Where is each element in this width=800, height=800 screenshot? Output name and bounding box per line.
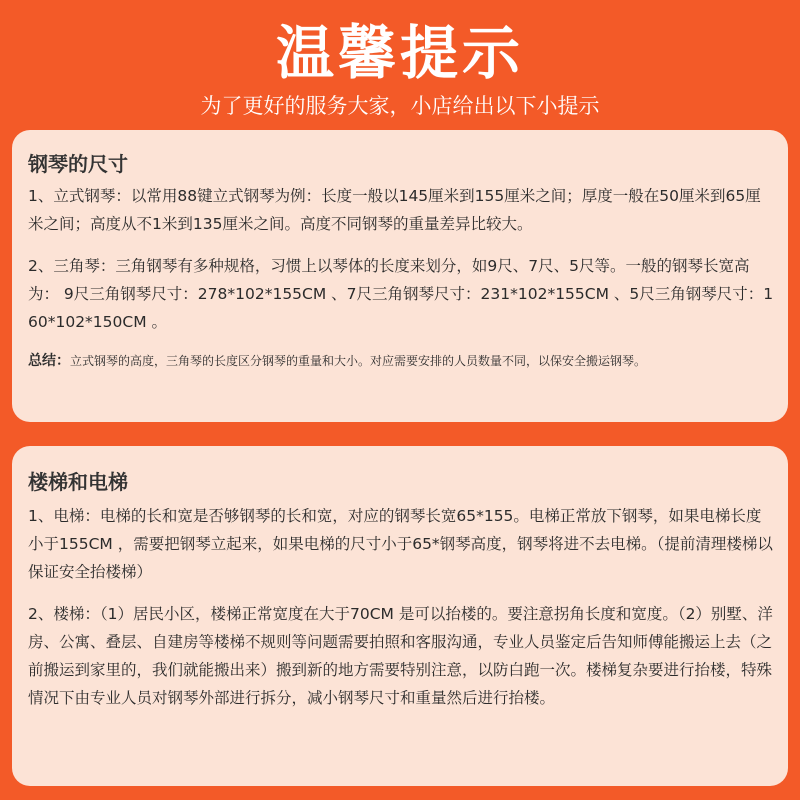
- piano-size-card: [12, 130, 788, 422]
- piano-size-title: 钢琴的尺寸: [28, 152, 128, 176]
- stairs-elevator-card: [12, 446, 788, 786]
- summary-text: 立式钢琴的高度，三角琴的长度区分钢琴的重量和大小。对应需要安排的人员数量不同，以保安全搬运钢琴。: [70, 354, 647, 368]
- elevator-paragraph: 1、电梯：电梯的长和宽是否够钢琴的长和宽，对应的钢琴长宽65*155。电梯正常放下钢琴，如果电梯长度小于155CM ，需要把钢琴立起来，如果电梯的尺寸小于65*钢琴高度，钢琴将进不去电梯。（提前清理楼梯以保证安全抬楼梯）: [28, 507, 773, 581]
- stairs-paragraph: 2、楼梯：（1）居民小区，楼梯正常宽度在大于70CM 是可以抬楼的。要注意拐角长度和宽度。（2）别墅、洋房、公寓、叠层、自建房等楼梯不规则等问题需要拍照和客服沟通，专业人员鉴定后告知师傅能搬运上去（之前搬运到家里的，我们就能搬出来）搬到新的地方需要特别注意，以防白跑一次。楼梯复杂要进行抬楼，特殊情况下由专业人员对钢琴外部进行拆分，减小钢琴尺寸和重量然后进行抬楼。: [28, 605, 773, 707]
- page-subtitle: 为了更好的服务大家，小店给出以下小提示: [200, 94, 600, 118]
- grand-piano-paragraph: 2、三角琴：三角钢琴有多种规格，习惯上以琴体的长度来划分，如9尺、7尺、5尺等。一般的钢琴长宽高为： 9尺三角钢琴尺寸：278*102*155CM 、7尺三角钢琴尺寸：231*102*155CM 、5尺三角钢琴尺寸：160*102*150CM 。: [28, 257, 774, 331]
- summary: [28, 350, 774, 372]
- summary-label: 总结：: [28, 353, 70, 369]
- upright-piano-paragraph: 1、立式钢琴：以常用88键立式钢琴为例：长度一般以145厘米到155厘米之间；厚度一般在50厘米到65厘米之间；高度从不1米到135厘米之间。高度不同钢琴的重量差异比较大。: [28, 187, 761, 233]
- stairs-elevator-title: 楼梯和电梯: [28, 470, 128, 494]
- page-title: 温馨提示: [275, 19, 524, 87]
